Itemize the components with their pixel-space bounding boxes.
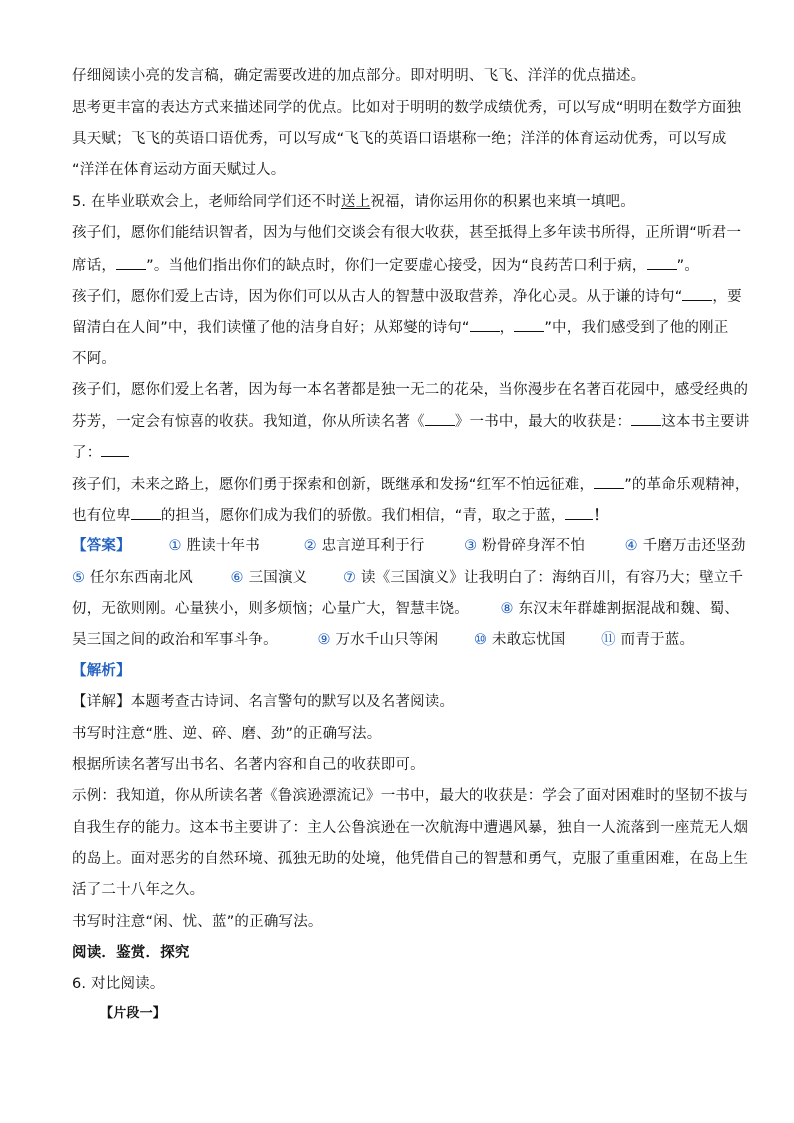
text-line — [72, 442, 129, 463]
answer-line — [72, 536, 746, 556]
text-line: 思考更丰富的表达方式来描述同学的优点。比如对于明明的数学成绩优秀，可以写成“明明在数学方面独 — [72, 100, 742, 116]
text-line: 活了二十八年之久。 — [72, 882, 205, 898]
fill-blank — [116, 255, 146, 270]
fill-blank — [425, 411, 455, 426]
fill-blank — [631, 411, 661, 426]
text-line — [72, 474, 750, 495]
text-line: 具天赋；飞飞的英语口语优秀，可以写成“飞飞的英语口语堪称一绝；洋洋的体育运动优秀，可以写成 — [72, 131, 727, 147]
answer-number: ⑥ — [230, 570, 244, 586]
text-line: 的岛上。面对恶劣的自然环境、孤独无助的处境，他凭借自己的智慧和勇气，克服了重重困难，在岛上生 — [72, 851, 749, 867]
text-line: 根据所读名著写出书名、名著内容和自己的收获即可。 — [72, 757, 425, 773]
text-span: 了： — [72, 445, 102, 461]
fill-blank — [101, 442, 129, 457]
text-span: ！ — [593, 508, 609, 524]
answer-item — [231, 568, 308, 588]
fill-blank — [682, 286, 712, 301]
text-span: 席话， — [72, 258, 117, 274]
stem-underlined: 送上 — [340, 194, 371, 210]
answer-line — [72, 568, 743, 588]
text-span: ”的革命乐观精神， — [624, 477, 750, 493]
answer-text: 胜读十年书 — [186, 538, 260, 554]
answer-text: 千磨万击还坚劲 — [642, 538, 746, 554]
text-line — [72, 411, 749, 432]
question-6-stem: 6. 对比阅读。 — [72, 976, 165, 992]
fill-blank — [131, 505, 161, 520]
answer-text: 仞，无欲则刚。心量狭小，则多烦恼；心量广大，智慧丰饶。 — [72, 601, 469, 617]
text-line: 自我生存的能力。这本书主要讲了：主人公鲁滨逊在一次航海中遭遇风暴，独自一人流落到一座荒无人烟 — [72, 820, 749, 836]
answer-text: 读《三国演义》让我明白了：海纳百川，有容乃大；壁立千 — [361, 570, 744, 586]
text-line: 书写时注意“闲、忧、蓝”的正确写法。 — [72, 914, 323, 930]
answer-item — [317, 630, 438, 650]
text-line: 不阿。 — [72, 351, 117, 367]
answer-item — [304, 536, 425, 556]
text-span: 这本书主要讲 — [661, 414, 750, 430]
fragment-label: 【片段一】 — [100, 1006, 167, 1021]
text-span: ，要 — [712, 289, 742, 305]
answer-number: ⑦ — [343, 570, 357, 586]
text-span: 》一书中，最大的收获是： — [454, 414, 632, 430]
text-span: 的担当，愿你们成为我们的骄傲。我们相信，“青，取之于蓝， — [160, 508, 566, 524]
text-line: 示例：我知道，你从所读名著《鲁滨逊漂流记》一书中，最大的收获是：学会了面对困难时的坚韧不拔与 — [72, 788, 749, 804]
answer-number: ⑩ — [473, 632, 488, 648]
text-line — [72, 255, 699, 276]
stem-text: 祝福，请你运用你的积累也来填一填吧。 — [370, 194, 635, 210]
text-line: 书写时注意“胜、逆、碎、磨、劲”的正确写法。 — [72, 726, 382, 742]
answer-number: ⑧ — [500, 601, 514, 617]
answer-line — [72, 630, 694, 650]
stem-text: 5. 在毕业联欢会上，老师给同学们还不时 — [72, 194, 341, 210]
answer-line — [72, 599, 739, 619]
text-span: ”。当他们指出你们的缺点时，你们一定要虚心接受，因为“良药苦口利于病， — [146, 258, 647, 274]
answer-text: 万水千山只等闲 — [335, 632, 439, 648]
answer-text: 三国演义 — [248, 570, 308, 586]
text-span: 孩子们，未来之路上，愿你们勇于探索和创新，既继承和发扬“红军不怕远征难， — [72, 477, 595, 493]
text-line — [72, 317, 728, 338]
answer-number: ② — [303, 538, 317, 554]
text-span: 孩子们，愿你们爱上古诗，因为你们可以从古人的智慧中汲取营养，净化心灵。从于谦的诗句“ — [72, 289, 683, 305]
fill-blank — [514, 317, 544, 332]
section-title: 阅读．鉴赏．探究 — [72, 945, 190, 961]
answer-text: 而青于蓝。 — [620, 632, 695, 648]
answer-item — [601, 630, 694, 650]
fill-blank — [647, 255, 677, 270]
answer-item — [464, 536, 585, 556]
analysis-label: 【解析】 — [72, 663, 131, 679]
answer-number: ① — [168, 538, 182, 554]
answer-item — [168, 536, 260, 556]
text-span: 留清白在人间”中，我们读懂了他的洁身自好；从郑燮的诗句“ — [72, 320, 470, 336]
text-span: 芬芳，一定会有惊喜的收获。我知道，你从所读名著《 — [72, 414, 425, 430]
answer-number: ③ — [464, 538, 478, 554]
answer-label: 【答案】 — [72, 538, 131, 554]
answer-number: ⑤ — [72, 570, 86, 586]
answer-text: 吴三国之间的政治和军事斗争。 — [72, 632, 278, 648]
answer-text: 任尔东西南北风 — [90, 570, 193, 586]
fill-blank — [470, 317, 500, 332]
answer-number: ⑨ — [317, 632, 331, 648]
fill-blank — [594, 474, 624, 489]
answer-number: ⑪ — [601, 632, 616, 648]
text-line: 孩子们，愿你们爱上名著，因为每一本名著都是独一无二的花朵，当你漫步在名著百花园中，感受经典的 — [72, 382, 749, 398]
text-span: ”中，我们感受到了他的刚正 — [544, 320, 729, 336]
answer-number: ④ — [624, 538, 638, 554]
answer-item — [343, 568, 743, 588]
text-span: ， — [499, 320, 515, 336]
fill-blank — [565, 505, 593, 520]
text-line — [72, 286, 742, 307]
text-line: “洋洋在体育运动方面天赋过人。 — [72, 162, 286, 178]
answer-item — [474, 630, 566, 650]
answer-item — [72, 568, 193, 588]
answer-text: 东汉末年群雄割据混战和魏、蜀、 — [518, 601, 740, 617]
answer-text: 忠言逆耳利于行 — [321, 538, 425, 554]
text-line: 【详解】本题考查古诗词、名言警句的默写以及名著阅读。 — [72, 694, 455, 710]
answer-item — [501, 599, 740, 619]
answer-text: 未敢忘忧国 — [492, 632, 566, 648]
answer-item — [625, 536, 746, 556]
text-line: 孩子们，愿你们能结识智者，因为与他们交谈会有很大收获，甚至抵得上多年读书所得，正所谓“听君一 — [72, 225, 742, 241]
text-span: 也有位卑 — [72, 508, 131, 524]
text-line — [72, 505, 608, 526]
text-span: ”。 — [676, 258, 700, 274]
question-5-stem — [72, 192, 635, 212]
answer-text: 粉骨碎身浑不怕 — [482, 538, 586, 554]
text-line: 仔细阅读小亮的发言稿，确定需要改进的加点部分。即对明明、飞飞、洋洋的优点描述。 — [72, 68, 646, 84]
